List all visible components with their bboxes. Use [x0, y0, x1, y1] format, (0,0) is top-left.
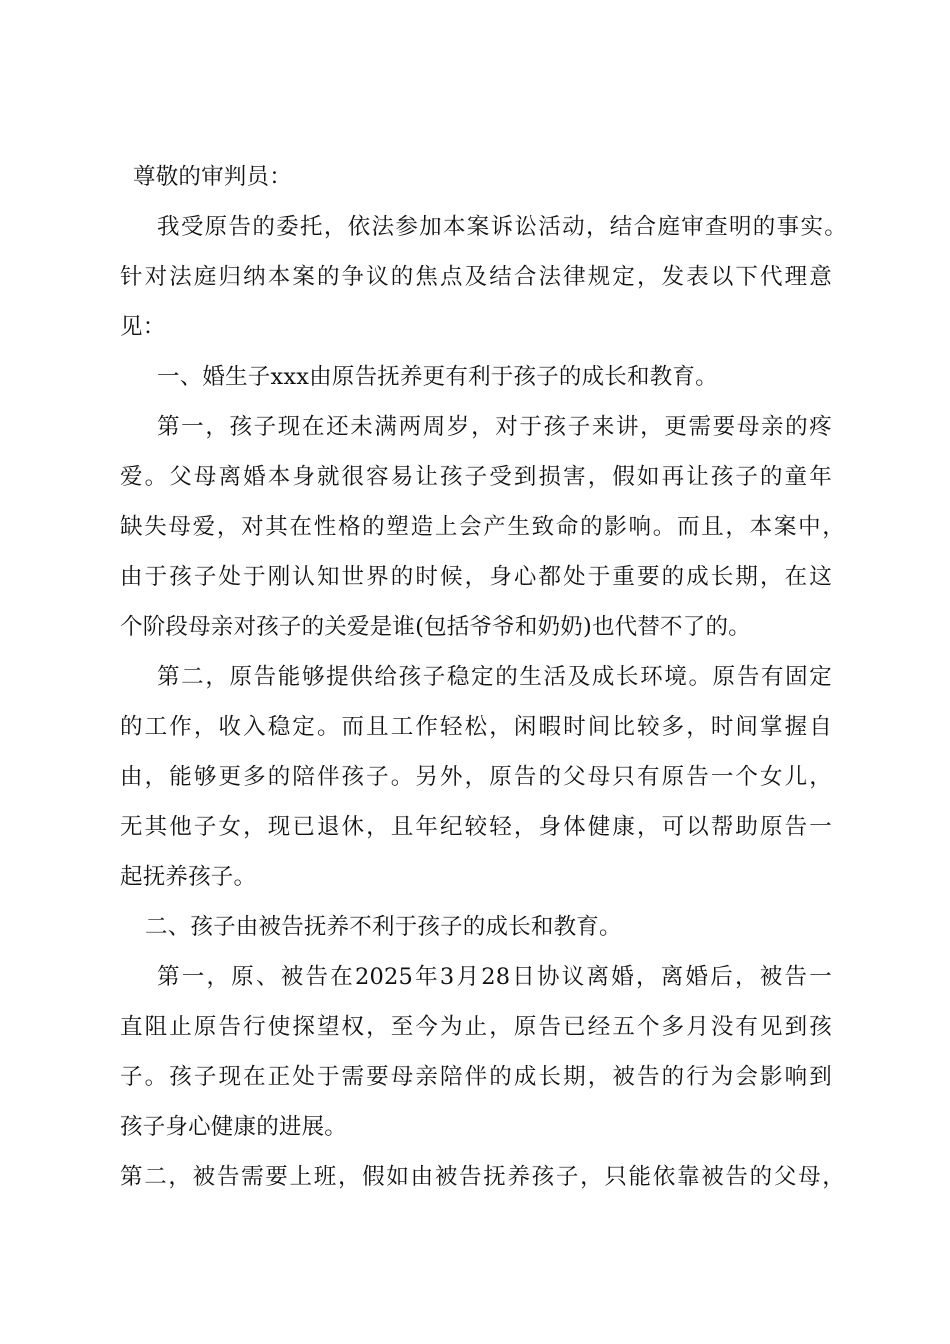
- paragraph-line: 见：: [120, 314, 166, 340]
- paragraph-line: 第二，被告需要上班，假如由被告抚养孩子，只能依靠被告的父母，: [120, 1164, 845, 1190]
- paragraph-line: 第二，原告能够提供给孩子稳定的生活及成长环境。原告有固定: [157, 664, 832, 690]
- section-heading: 一、婚生子xxx由原告抚养更有利于孩子的成长和教育。: [157, 364, 718, 390]
- paragraph-line: 第一，孩子现在还未满两周岁，对于孩子来讲，更需要母亲的疼: [157, 414, 832, 440]
- paragraph-line: 爱。父母离婚本身就很容易让孩子受到损害，假如再让孩子的童年: [120, 464, 832, 490]
- paragraph-line: 缺失母爱，对其在性格的塑造上会产生致命的影响。而且，本案中，: [120, 514, 845, 540]
- paragraph-line: 的工作，收入稳定。而且工作轻松，闲暇时间比较多，时间掌握自: [120, 714, 832, 740]
- paragraph-line: 直阻止原告行使探望权，至今为止，原告已经五个多月没有见到孩: [120, 1014, 832, 1040]
- section-heading: 二、孩子由被告抚养不利于孩子的成长和教育。: [145, 914, 622, 940]
- salutation: 尊敬的审判员：: [133, 164, 292, 190]
- paragraph-line: 由，能够更多的陪伴孩子。另外，原告的父母只有原告一个女儿，: [120, 764, 832, 790]
- paragraph-line: 孩子身心健康的进展。: [120, 1114, 348, 1140]
- paragraph-line: 无其他子女，现已退休，且年纪较轻，身体健康，可以帮助原告一: [120, 814, 832, 840]
- paragraph-line: 子。孩子现在正处于需要母亲陪伴的成长期，被告的行为会影响到: [120, 1064, 832, 1090]
- paragraph-line: 起抚养孩子。: [120, 864, 257, 890]
- paragraph-line: 我受原告的委托，依法参加本案诉讼活动，结合庭审查明的事实。: [157, 214, 847, 240]
- paragraph-line: 第一，原、被告在2025年3月28日协议离婚，离婚后，被告一: [157, 964, 832, 990]
- paragraph-line: 个阶段母亲对孩子的关爱是谁(包括爷爷和奶奶)也代替不了的。: [120, 614, 751, 640]
- paragraph-line: 针对法庭归纳本案的争议的焦点及结合法律规定，发表以下代理意: [120, 264, 832, 290]
- paragraph-line: 由于孩子处于刚认知世界的时候，身心都处于重要的成长期，在这: [120, 564, 832, 590]
